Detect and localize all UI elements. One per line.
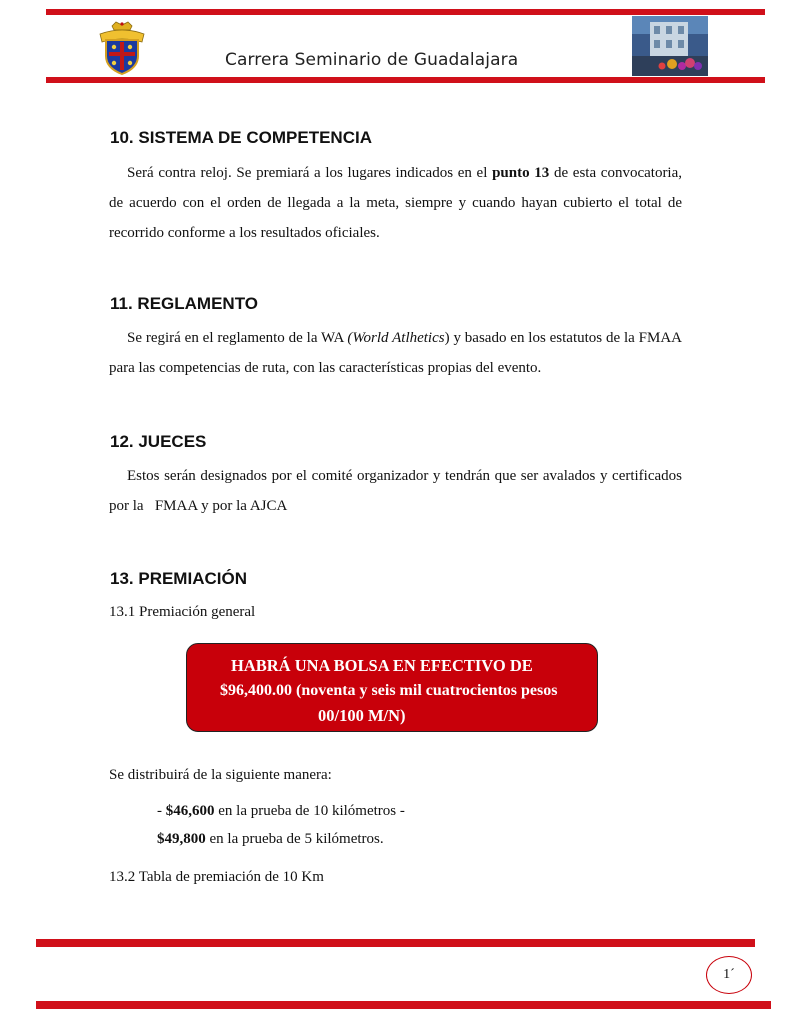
page-number: 1´ [723,967,735,982]
section-11-text-start: Se regirá en el reglamento de la WA [127,330,344,346]
prize-pool-box [186,643,598,732]
prize-pool-line-2: $96,400.00 (noventa y seis mil cuatrocientos pesos [220,682,558,699]
distribution-text-5km: en la prueba de 5 kilómetros. [205,831,384,847]
prize-pool-line-1: HABRÁ UNA BOLSA EN EFECTIVO DE [231,656,533,675]
section-10-paragraph [109,158,682,248]
section-11-paragraph [109,323,682,383]
section-12-paragraph [109,461,686,521]
header-bottom-rule [46,77,765,83]
section-10-bold-ref: punto 13 [492,165,550,181]
footer-bottom-rule [36,1001,771,1009]
footer-top-rule [36,939,755,947]
distribution-amount-10km: $46,600 [165,803,215,819]
page-number-badge [706,956,752,994]
header-top-rule [46,9,765,15]
distribution-item-5km [157,831,384,848]
section-13-1-subheading: 13.1 Premiación general [109,604,256,620]
prize-pool-line-3: 00/100 M/N) [318,706,406,725]
distribution-text-10km: en la prueba de 10 kilómetros - [214,803,405,819]
section-10-text-start: Será contra reloj. Se premiará a los lugares indicados en el [127,165,488,181]
section-13-heading: 13. PREMIACIÓN [110,569,247,588]
section-10-heading: 10. SISTEMA DE COMPETENCIA [110,128,372,147]
distribution-item-dash: - [157,803,166,819]
distribution-intro: Se distribuirá de la siguiente manera: [109,767,332,783]
section-13-2-subheading: 13.2 Tabla de premiación de 10 Km [109,869,324,885]
section-11-heading: 11. REGLAMENTO [110,294,258,313]
header-title: Carrera Seminario de Guadalajara [225,50,519,70]
section-11-italic: (World Atlhetics [347,330,445,346]
distribution-item-10km [157,803,405,820]
section-12-text: Estos serán designados por el comité organizador y tendrán que ser avalados y certificados por la FMAA y por la AJCA [109,468,686,514]
section-11-text-end: ) y basado en los estatutos de la FMAA para las competencias de ruta, con las características propias del evento. [109,330,683,376]
section-10-text-end: de esta convocatoria, de acuerdo con el orden de llegada a la meta, siempre y cuando hayan cubierto el total de recorrido conforme a los resultados oficiales. [109,165,683,241]
section-12-heading: 12. JUECES [110,432,207,451]
distribution-amount-5km: $49,800 [157,831,206,847]
seminary-building-photo-icon [632,16,708,76]
archdiocese-crest-icon [98,20,146,76]
